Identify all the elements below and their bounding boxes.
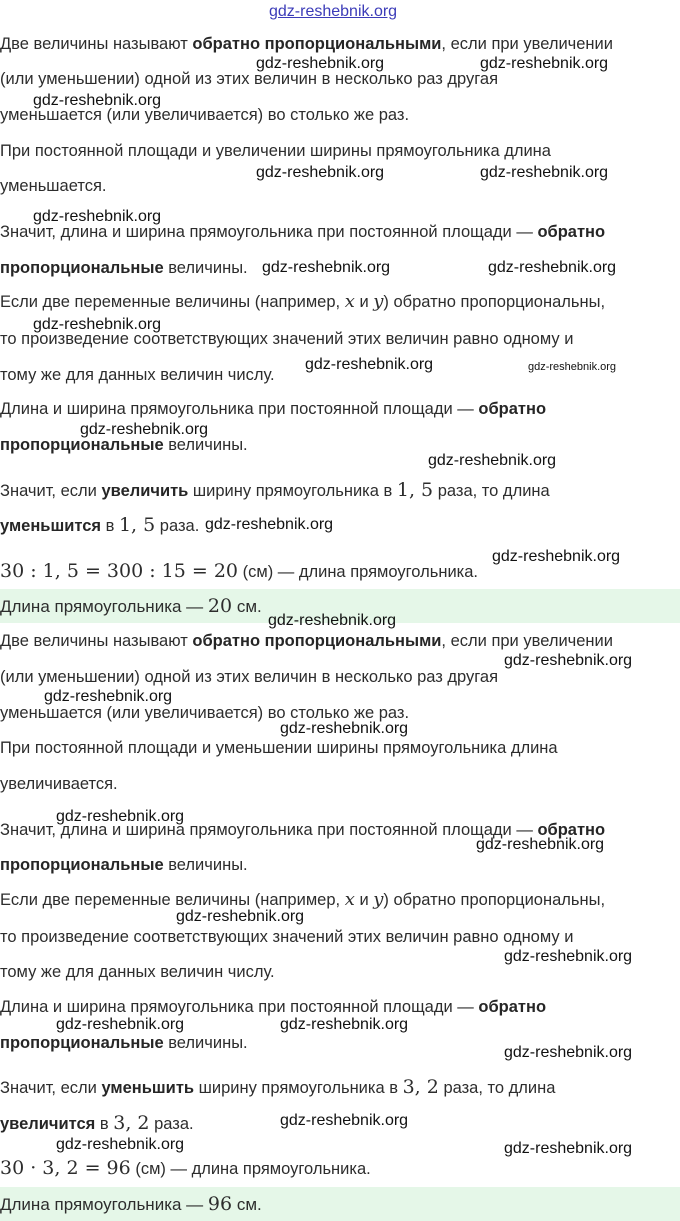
calculation-line: 30 · 3, 2 = 96 (см) — длина прямоугольника. bbox=[0, 1157, 371, 1179]
watermark: gdz-reshebnik.org bbox=[280, 720, 409, 737]
watermark: gdz-reshebnik.org bbox=[280, 1016, 409, 1033]
text-line: Длина и ширина прямоугольника при постоянной площади — обратно bbox=[0, 998, 547, 1016]
watermark: gdz-reshebnik.org bbox=[56, 1136, 185, 1153]
text-line: Если две переменные величины (например, x и y) обратно пропорциональны, bbox=[0, 889, 606, 910]
definition-line: уменьшается (или увеличивается) во столько же раз. bbox=[0, 704, 410, 722]
watermark: gdz-reshebnik.org bbox=[504, 1044, 633, 1061]
calculation-line: 30 : 1, 5 = 300 : 15 = 20 (см) — длина прямоугольника. bbox=[0, 560, 479, 582]
watermark: gdz-reshebnik.org bbox=[480, 164, 609, 181]
term-bold: обратно bbox=[478, 400, 547, 418]
watermark: gdz-reshebnik.org bbox=[33, 208, 162, 225]
text-line: Значит, длина и ширина прямоугольника при постоянной площади — обратно bbox=[0, 821, 606, 839]
watermark: gdz-reshebnik.org bbox=[488, 259, 617, 276]
math-expression: 1, 5 bbox=[118, 514, 156, 536]
text-line: Значит, если уменьшить ширину прямоугольника в 3, 2 раза, то длина bbox=[0, 1076, 556, 1098]
text-line: Значит, если увеличить ширину прямоугольника в 1, 5 раза, то длина bbox=[0, 479, 550, 501]
watermark: gdz-reshebnik.org bbox=[176, 908, 305, 925]
definition-line: (или уменьшении) одной из этих величин в несколько раз другая bbox=[0, 70, 499, 88]
watermark: gdz-reshebnik.org bbox=[280, 1112, 409, 1129]
term-bold: увеличится bbox=[0, 1115, 96, 1133]
text-line: пропорциональные величины. bbox=[0, 856, 248, 874]
math-expression: 20 bbox=[207, 595, 233, 617]
math-var-y: y bbox=[373, 291, 384, 312]
watermark: gdz-reshebnik.org bbox=[262, 259, 391, 276]
text-line: тому же для данных величин числу. bbox=[0, 963, 275, 981]
math-var-y: y bbox=[373, 889, 384, 910]
watermark: gdz-reshebnik.org bbox=[504, 948, 633, 965]
term-bold: пропорциональные bbox=[0, 1034, 164, 1052]
text-line: тому же для данных величин числу. bbox=[0, 366, 275, 384]
watermark: gdz-reshebnik.org bbox=[428, 452, 557, 469]
term-bold: пропорциональные bbox=[0, 436, 164, 454]
text-line: пропорциональные величины. bbox=[0, 259, 248, 277]
term-bold: уменьшится bbox=[0, 517, 102, 535]
math-expression: 3, 2 bbox=[402, 1076, 439, 1098]
answer-line: Длина прямоугольника — 20 см. bbox=[0, 595, 262, 617]
watermark: gdz-reshebnik.org bbox=[256, 55, 385, 72]
watermark: gdz-reshebnik.org bbox=[33, 316, 162, 333]
watermark: gdz-reshebnik.org bbox=[56, 808, 185, 825]
math-var-x: x bbox=[344, 291, 355, 312]
term-bold: увеличить bbox=[101, 482, 189, 500]
watermark: gdz-reshebnik.org bbox=[80, 421, 209, 438]
text-line: то произведение соответствующих значений этих величин равно одному и bbox=[0, 330, 574, 348]
text-line: пропорциональные величины. bbox=[0, 436, 248, 454]
text-line: то произведение соответствующих значений этих величин равно одному и bbox=[0, 928, 574, 946]
math-expression: 30 : 1, 5 = 300 : 15 = 20 bbox=[0, 560, 239, 582]
watermark: gdz-reshebnik.org bbox=[528, 361, 617, 373]
math-var-x: x bbox=[344, 889, 355, 910]
term-bold: обратно bbox=[537, 223, 606, 241]
watermark: gdz-reshebnik.org bbox=[480, 55, 609, 72]
term-bold: пропорциональные bbox=[0, 259, 164, 277]
text-line: уменьшится в 1, 5 раза. bbox=[0, 514, 200, 536]
watermark: gdz-reshebnik.org bbox=[476, 836, 605, 853]
text-line: При постоянной площади и увеличении ширины прямоугольника длина bbox=[0, 142, 551, 160]
text-line: пропорциональные величины. bbox=[0, 1034, 248, 1052]
watermark: gdz-reshebnik.org bbox=[492, 548, 621, 565]
watermark: gdz-reshebnik.org bbox=[256, 164, 385, 181]
math-expression: 3, 2 bbox=[113, 1112, 150, 1134]
text-line: Если две переменные величины (например, x и y) обратно пропорциональны, bbox=[0, 291, 606, 312]
term-bold: обратно bbox=[478, 998, 547, 1016]
term-bold: обратно пропорциональными bbox=[192, 35, 442, 53]
math-expression: 1, 5 bbox=[396, 479, 434, 501]
text-line: увеличится в 3, 2 раза. bbox=[0, 1112, 194, 1134]
watermark: gdz-reshebnik.org bbox=[205, 516, 334, 533]
text-line: Длина и ширина прямоугольника при постоянной площади — обратно bbox=[0, 400, 547, 418]
answer-line: Длина прямоугольника — 96 см. bbox=[0, 1193, 262, 1215]
text-line: уменьшается. bbox=[0, 177, 107, 195]
math-expression: 30 · 3, 2 = 96 bbox=[0, 1157, 131, 1179]
watermark: gdz-reshebnik.org bbox=[33, 92, 162, 109]
definition-line: (или уменьшении) одной из этих величин в несколько раз другая bbox=[0, 668, 499, 686]
watermark: gdz-reshebnik.org bbox=[44, 688, 173, 705]
watermark-link[interactable]: gdz-reshebnik.org bbox=[269, 3, 398, 20]
watermark: gdz-reshebnik.org bbox=[305, 356, 434, 373]
definition-line: Две величины называют обратно пропорциональными, если при увеличении bbox=[0, 35, 613, 53]
term-bold: обратно пропорциональными bbox=[192, 632, 442, 650]
watermark: gdz-reshebnik.org bbox=[56, 1016, 185, 1033]
text-line: Значит, длина и ширина прямоугольника при постоянной площади — обратно bbox=[0, 223, 606, 241]
watermark: gdz-reshebnik.org bbox=[504, 652, 633, 669]
term-bold: обратно bbox=[537, 821, 606, 839]
term-bold: уменьшить bbox=[101, 1079, 195, 1097]
term-bold: пропорциональные bbox=[0, 856, 164, 874]
definition-line: Две величины называют обратно пропорциональными, если при увеличении bbox=[0, 632, 613, 650]
text-line: увеличивается. bbox=[0, 775, 118, 793]
math-expression: 96 bbox=[207, 1193, 233, 1215]
definition-line: уменьшается (или увеличивается) во столько же раз. bbox=[0, 106, 410, 124]
text-line: При постоянной площади и уменьшении ширины прямоугольника длина bbox=[0, 739, 558, 757]
watermark: gdz-reshebnik.org bbox=[268, 612, 397, 629]
watermark: gdz-reshebnik.org bbox=[504, 1140, 633, 1157]
